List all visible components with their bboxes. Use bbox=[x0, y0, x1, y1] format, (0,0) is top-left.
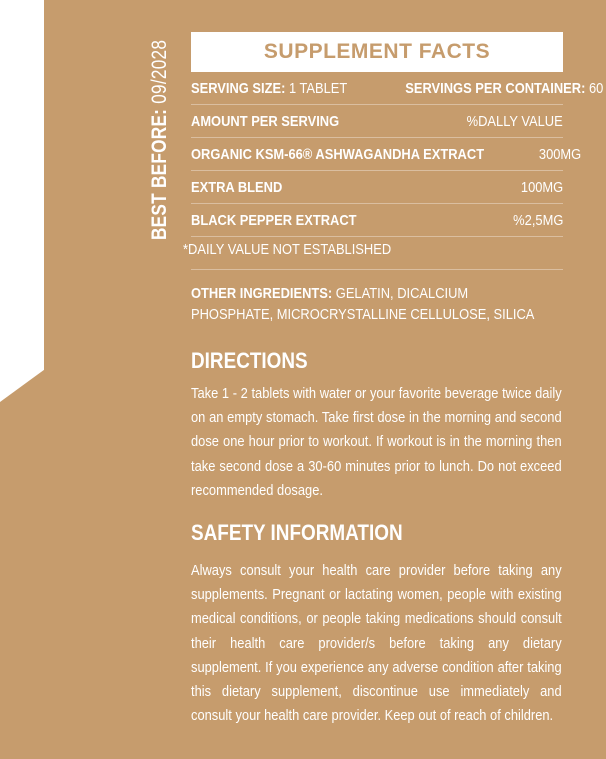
ingredient-amount: %2,5MG bbox=[512, 211, 563, 229]
servings-per-container-value: 60 bbox=[588, 79, 604, 97]
supplement-facts-panel bbox=[191, 32, 604, 237]
ingredient-name: BLACK PEPPER EXTRACT bbox=[191, 211, 357, 229]
daily-value-footnote: *DAILY VALUE NOT ESTABLISHED bbox=[183, 241, 392, 258]
amount-per-serving-label: AMOUNT PER SERVING bbox=[191, 112, 340, 130]
serving-size-value: 1 TABLET bbox=[288, 79, 348, 97]
ingredient-amount: 100MG bbox=[520, 178, 563, 196]
best-before-date bbox=[148, 40, 172, 240]
best-before-label: BEST BEFORE: bbox=[148, 108, 171, 240]
ingredient-row bbox=[191, 171, 563, 204]
directions-text: Take 1 - 2 tablets with water or your favorite beverage twice daily on an empty stomach. Take first dose in the morning and second dose one hour prior to workout. If workout is in the morning then take second dose a 30-60 minutes prior to lunch. Do not exceed recommended dosage. bbox=[191, 385, 562, 499]
safety-text: Always consult your health care provider before taking any supplements. Pregnant or lactating women, people with existing medical conditions, or people taking medications should consult their health care provider/s before taking any dietary supplement. If you experience any adverse condition after taking this dietary supplement, discontinue use immediately and consult your health care provider. Keep out of reach of children. bbox=[191, 562, 562, 725]
serving-row bbox=[191, 72, 604, 105]
serving-size bbox=[191, 80, 347, 97]
servings-per-container bbox=[405, 80, 603, 97]
other-ingredients-value: GELATIN, DICALCIUM PHOSPHATE, MICROCRYSTALLINE CELLULOSE, SILICA bbox=[191, 285, 535, 323]
supplement-facts-title: SUPPLEMENT FACTS bbox=[191, 32, 563, 72]
servings-per-container-label: SERVINGS PER CONTAINER: bbox=[404, 79, 586, 97]
ingredient-amount: 300MG bbox=[538, 145, 581, 163]
best-before-value: 09/2028 bbox=[148, 39, 171, 104]
directions-title: DIRECTIONS bbox=[191, 348, 308, 373]
ingredient-row bbox=[191, 138, 581, 171]
serving-size-label: SERVING SIZE: bbox=[191, 79, 286, 97]
safety-title: SAFETY INFORMATION bbox=[191, 520, 403, 545]
ingredient-name: ORGANIC KSM-66® ASHWAGANDHA EXTRACT bbox=[191, 145, 485, 163]
other-ingredients bbox=[191, 283, 552, 325]
ingredient-row bbox=[191, 204, 563, 237]
amount-header-row bbox=[191, 105, 563, 138]
daily-value-header: %DALLY VALUE bbox=[466, 112, 563, 130]
divider bbox=[191, 269, 563, 270]
left-white-panel bbox=[0, 0, 44, 402]
other-ingredients-label: OTHER INGREDIENTS: bbox=[191, 285, 333, 302]
ingredient-name: EXTRA BLEND bbox=[191, 178, 283, 196]
